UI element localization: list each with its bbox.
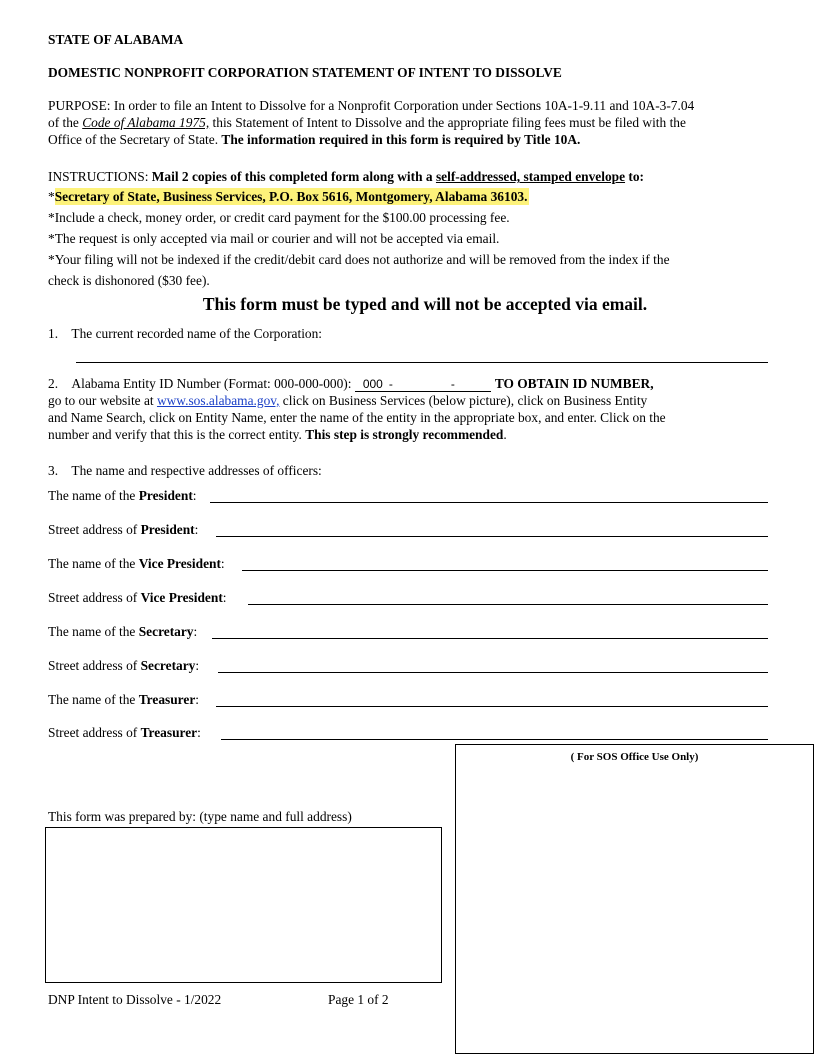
officer-post: : (222, 590, 227, 605)
instructions-mail: Mail 2 copies of this completed form along with a (151, 169, 436, 184)
treasurer-name-field[interactable] (216, 706, 768, 707)
form-title: DOMESTIC NONPROFIT CORPORATION STATEMENT OF INTENT TO DISSOLVE (48, 65, 562, 80)
sos-website-link[interactable]: www.sos.alabama.gov, (156, 393, 280, 408)
treasurer-name-label (48, 692, 199, 708)
code-citation: Code of Alabama 1975, (82, 115, 210, 130)
officer-pre: The name of the (48, 624, 139, 639)
address-asterisk: * (48, 189, 55, 204)
corporation-name-field[interactable] (76, 362, 768, 363)
instructions-fee: *Include a check, money order, or credit card payment for the $100.00 processing fee. (48, 210, 510, 225)
purpose-office: Office of the Secretary of State. (48, 132, 222, 147)
officer-role: Vice President (138, 556, 221, 571)
item-2-line-4 (48, 427, 507, 443)
secretary-address-field[interactable] (218, 672, 768, 673)
officer-role: Secretary (138, 624, 194, 639)
officer-role: Treasurer (138, 692, 196, 707)
envelope-text: self-addressed, stamped envelope (435, 169, 626, 184)
vice-president-name-label (48, 556, 225, 572)
item-2-verify: number and verify that this is the correct entity. (48, 427, 306, 442)
officer-pre: The name of the (48, 692, 139, 707)
officer-post: : (197, 725, 201, 740)
instructions-dishonored: check is dishonored ($30 fee). (48, 273, 210, 288)
purpose-line-1: PURPOSE: In order to file an Intent to Dissolve for a Nonprofit Corporation under Sections 10A-1-9.11 and 10A-3-7.04 (48, 98, 695, 113)
instructions-indexing: *Your filing will not be indexed if the credit/debit card does not authorize and will be removed from the index if the (48, 252, 670, 267)
item-1-label: 1. The current recorded name of the Corporation: (48, 326, 323, 341)
treasurer-address-field[interactable] (221, 739, 768, 740)
secretary-name-label (48, 624, 197, 640)
state-heading: STATE OF ALABAMA (48, 32, 184, 47)
item-2-line-3: and Name Search, click on Entity Name, enter the name of the entity in the appropriate box, and enter. Click on the (48, 410, 666, 425)
president-name-field[interactable] (210, 502, 768, 503)
vice-president-name-field[interactable] (242, 570, 768, 571)
obtain-id-text: TO OBTAIN ID NUMBER, (494, 376, 654, 391)
officer-pre: Street address of (48, 725, 141, 740)
item-2-period: . (503, 427, 507, 442)
officer-pre: The name of the (48, 488, 139, 503)
purpose-line-2 (48, 115, 686, 131)
purpose-requirement: The information required in this form is required by Title 10A. (221, 132, 581, 147)
officer-role: Vice President (140, 590, 223, 605)
officer-post: : (194, 522, 199, 537)
entity-id-label: 2. Alabama Entity ID Number (Format: 000-000-000): (48, 376, 355, 391)
instructions-mail-only: *The request is only accepted via mail or courier and will not be accepted via email. (48, 231, 500, 246)
officer-post: : (195, 658, 200, 673)
officer-post: : (220, 556, 225, 571)
item-2-goto: go to our website at (48, 393, 157, 408)
item-2-business: click on Business Services (below picture), click on Business Entity (279, 393, 648, 408)
president-address-label (48, 522, 198, 538)
officer-pre: Street address of (48, 522, 141, 537)
purpose-continued: this Statement of Intent to Dissolve and the appropriate filing fees must be filed with the (209, 115, 686, 130)
item-2-line-1 (48, 376, 654, 392)
president-name-label (48, 488, 197, 504)
officer-role: President (140, 522, 195, 537)
treasurer-address-label (48, 725, 201, 741)
instructions-lead: INSTRUCTIONS: (48, 169, 152, 184)
instructions-to: to: (625, 169, 644, 184)
officer-pre: Street address of (48, 658, 141, 673)
secretary-address-label (48, 658, 199, 674)
officer-role: Treasurer (140, 725, 198, 740)
officer-post: : (195, 692, 199, 707)
entity-id-field[interactable] (355, 377, 491, 392)
prepared-by-field[interactable] (45, 827, 442, 983)
purpose-line-3 (48, 132, 580, 148)
officer-role: Secretary (140, 658, 196, 673)
entity-id-prefix: 000 (362, 377, 383, 391)
instructions-address-line (48, 189, 529, 205)
form-id: DNP Intent to Dissolve - 1/2022 (48, 992, 222, 1007)
officer-role: President (138, 488, 193, 503)
officer-pre: Street address of (48, 590, 141, 605)
officer-post: : (193, 624, 198, 639)
secretary-name-field[interactable] (212, 638, 768, 639)
officer-post: : (192, 488, 197, 503)
mailing-address: Secretary of State, Business Services, P.O. Box 5616, Montgomery, Alabama 36103. (54, 189, 528, 204)
entity-id-dash-2: - (450, 377, 455, 391)
instructions-line-1 (48, 169, 644, 185)
vice-president-address-label (48, 590, 227, 606)
purpose-of-the: of the (48, 115, 83, 130)
entity-id-dash-1: - (388, 377, 393, 391)
page-number: Page 1 of 2 (328, 992, 389, 1007)
prepared-by-label: This form was prepared by: (type name and full address) (48, 809, 352, 824)
typed-notice: This form must be typed and will not be accepted via email. (202, 294, 648, 314)
office-use-label: ( For SOS Office Use Only) (570, 751, 699, 763)
office-use-box (455, 744, 814, 1054)
president-address-field[interactable] (216, 536, 768, 537)
item-3-label: 3. The name and respective addresses of officers: (48, 463, 322, 478)
officer-pre: The name of the (48, 556, 139, 571)
vice-president-address-field[interactable] (248, 604, 768, 605)
item-2-line-2 (48, 393, 647, 409)
item-2-recommended: This step is strongly recommended (305, 427, 504, 442)
